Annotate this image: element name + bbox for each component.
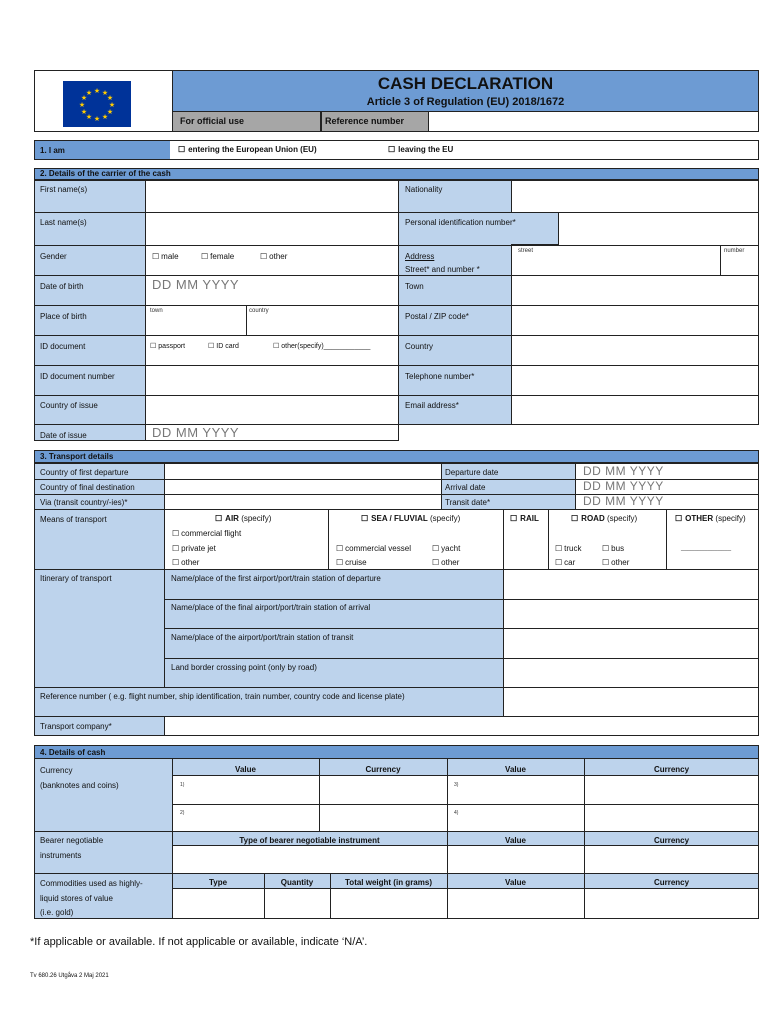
itinerary-final-label: Name/place of the final airport/port/train station of arrival	[171, 603, 371, 612]
pob-label: Place of birth	[40, 312, 87, 321]
svg-text:★: ★	[93, 115, 101, 123]
svg-text:★: ★	[80, 94, 88, 102]
departure-date-label: Departure date	[445, 468, 499, 477]
official-use-divider	[320, 111, 322, 132]
svg-text:★: ★	[93, 87, 101, 95]
cash-row-3-number: 3)	[454, 782, 459, 788]
nationality-label: Nationality	[405, 185, 443, 194]
bni-currency-header: Currency	[653, 836, 690, 845]
s3-country-values	[164, 463, 442, 510]
section1-label: 1. I am	[40, 146, 65, 155]
gender-label: Gender	[40, 252, 67, 261]
date-issue-field[interactable]: DD MM YYYY	[152, 425, 240, 440]
page-title: CASH DECLARATION	[377, 74, 554, 93]
comm-label-3: (i.e. gold)	[40, 908, 74, 917]
dob-label: Date of birth	[40, 282, 84, 291]
svg-text:★: ★	[80, 108, 88, 116]
svg-text:★: ★	[85, 113, 93, 121]
comm-label: Commodities used as highly-	[40, 879, 143, 888]
rail-checkbox[interactable]: ☐ RAIL	[510, 513, 539, 524]
cruise-checkbox[interactable]: ☐ cruise	[336, 557, 367, 568]
country-issue-label: Country of issue	[40, 401, 98, 410]
form-code: Tv 680.26 Utgåva 2 Maj 2021	[30, 973, 109, 979]
currency-sub-label: (banknotes and coins)	[40, 781, 119, 790]
street-hint: street	[518, 248, 534, 254]
pob-town-hint: town	[150, 308, 163, 314]
reference-value-cell[interactable]	[503, 687, 759, 717]
bni-label: Bearer negotiable	[40, 836, 104, 845]
first-names-field[interactable]	[146, 181, 398, 212]
gender-male-checkbox[interactable]: ☐ male	[152, 251, 179, 262]
road-other-checkbox[interactable]: ☐ other	[602, 557, 629, 568]
last-names-label: Last name(s)	[40, 218, 87, 227]
yacht-checkbox[interactable]: ☐ yacht	[432, 543, 460, 554]
town-label: Town	[405, 282, 424, 291]
private-jet-checkbox[interactable]: ☐ private jet	[172, 543, 216, 554]
itinerary-label-cell	[34, 569, 165, 688]
itinerary-transit-label: Name/place of the airport/port/train station of transit	[171, 633, 354, 642]
transit-date-label: Transit date*	[445, 498, 491, 507]
telephone-label: Telephone number*	[405, 372, 475, 381]
first-names-label: First name(s)	[40, 185, 88, 194]
id-card-checkbox[interactable]: ☐ ID card	[208, 341, 239, 352]
gender-other-checkbox[interactable]: ☐ other	[260, 251, 287, 262]
transit-date-field[interactable]: DD MM YYYY	[583, 494, 664, 508]
svg-text:★: ★	[108, 101, 116, 109]
id-document-label: ID document	[40, 342, 86, 351]
country-label: Country	[405, 342, 434, 351]
comm-weight-header: Total weight (in grams)	[345, 878, 432, 887]
section4-header	[34, 745, 759, 759]
other-mode-line[interactable]: _______________	[681, 545, 732, 551]
means-label: Means of transport	[40, 515, 107, 524]
itinerary-label: Itinerary of transport	[40, 574, 112, 583]
section4-title: 4. Details of cash	[40, 748, 106, 757]
pob-country-hint: country	[249, 308, 269, 314]
other-mode-header[interactable]: ☐ OTHER (specify)	[675, 513, 746, 524]
company-label: Transport company*	[40, 722, 112, 731]
road-header[interactable]: ☐ ROAD (specify)	[571, 513, 637, 524]
commercial-vessel-checkbox[interactable]: ☐ commercial vessel	[336, 543, 411, 554]
via-label: Via (transit country/-ies)*	[40, 498, 128, 507]
value-header-1: Value	[235, 765, 256, 774]
reference-number-label: Reference number	[325, 116, 405, 126]
leaving-eu-checkbox[interactable]: ☐ leaving the EU	[388, 145, 453, 154]
car-checkbox[interactable]: ☐ car	[555, 557, 575, 568]
country-issue-field[interactable]	[146, 396, 398, 425]
svg-text:★: ★	[85, 89, 93, 97]
svg-text:★: ★	[78, 101, 86, 109]
section3-title: 3. Transport details	[40, 452, 114, 461]
cash-row-2-number: 2)	[180, 810, 185, 816]
arrival-date-field[interactable]: DD MM YYYY	[583, 479, 664, 493]
eu-flag-icon	[63, 81, 131, 127]
cash-row-1-number: 1)	[180, 782, 185, 788]
first-departure-label: Country of first departure	[40, 468, 129, 477]
cash-row-4-number: 4)	[454, 810, 459, 816]
truck-checkbox[interactable]: ☐ truck	[555, 543, 582, 554]
email-label: Email address*	[405, 401, 459, 410]
currency-header-1: Currency	[365, 765, 401, 774]
bni-value-header: Value	[505, 836, 526, 845]
departure-date-field[interactable]: DD MM YYYY	[583, 464, 664, 478]
id-other-checkbox[interactable]: ☐ other(specify)____________	[273, 341, 370, 352]
sea-header[interactable]: ☐ SEA / FLUVIAL (specify)	[361, 513, 460, 524]
comm-value-header: Value	[505, 878, 526, 887]
currency-header-2: Currency	[653, 765, 690, 774]
personal-id-label: Personal identification number*	[405, 218, 516, 227]
id-number-label: ID document number	[40, 372, 115, 381]
entering-eu-checkbox[interactable]: ☐ entering the European Union (EU)	[178, 145, 317, 154]
itinerary-land-label: Land border crossing point (only by road)	[171, 663, 317, 672]
comm-currency-header: Currency	[653, 878, 690, 887]
personal-id-field[interactable]	[560, 213, 758, 245]
bni-type-header: Type of bearer negotiable instrument	[239, 836, 380, 845]
svg-text:★: ★	[106, 94, 114, 102]
reference-label: Reference number ( e.g. flight number, ship identification, train number, country code and license plate)	[40, 692, 405, 701]
commercial-flight-checkbox[interactable]: ☐ commercial flight	[172, 528, 241, 539]
reference-number-field[interactable]	[428, 111, 759, 132]
address-label: Address	[405, 252, 435, 261]
air-other-checkbox[interactable]: ☐ other	[172, 557, 199, 568]
id-number-field[interactable]	[146, 366, 398, 395]
bni-label-2: instruments	[40, 851, 82, 860]
comm-quantity-header: Quantity	[280, 878, 314, 887]
last-names-field[interactable]	[146, 213, 398, 245]
number-hint: number	[724, 248, 745, 254]
value-header-2: Value	[505, 765, 526, 774]
sea-other-checkbox[interactable]: ☐ other	[432, 557, 459, 568]
svg-text:★: ★	[106, 108, 114, 116]
arrival-date-label: Arrival date	[445, 483, 486, 492]
street-number-label: Street* and number *	[405, 265, 480, 274]
currency-label: Currency	[40, 766, 73, 775]
final-destination-label: Country of final destination	[40, 483, 135, 492]
itinerary-first-label: Name/place of the first airport/port/train station of departure	[171, 574, 381, 583]
air-header[interactable]: ☐ AIR (specify)	[215, 513, 271, 524]
footnote: *If applicable or available. If not applicable or available, indicate ‘N/A’.	[30, 936, 368, 948]
svg-text:★: ★	[101, 89, 109, 97]
official-use-label: For official use	[180, 116, 245, 126]
svg-text:★: ★	[101, 113, 109, 121]
comm-label-2: liquid stores of value	[40, 894, 113, 903]
company-value-cell[interactable]	[164, 716, 759, 736]
dob-field[interactable]: DD MM YYYY	[152, 277, 240, 292]
passport-checkbox[interactable]: ☐ passport	[150, 341, 185, 352]
comm-type-header: Type	[208, 878, 228, 887]
gender-female-checkbox[interactable]: ☐ female	[201, 251, 234, 262]
bus-checkbox[interactable]: ☐ bus	[602, 543, 624, 554]
postal-label: Postal / ZIP code*	[405, 312, 469, 321]
page-subtitle: Article 3 of Regulation (EU) 2018/1672	[366, 96, 565, 108]
section2-title: 2. Details of the carrier of the cash	[40, 169, 171, 178]
nationality-field[interactable]	[512, 181, 758, 212]
section3-header	[34, 450, 759, 463]
date-issue-label: Date of issue	[40, 431, 87, 440]
